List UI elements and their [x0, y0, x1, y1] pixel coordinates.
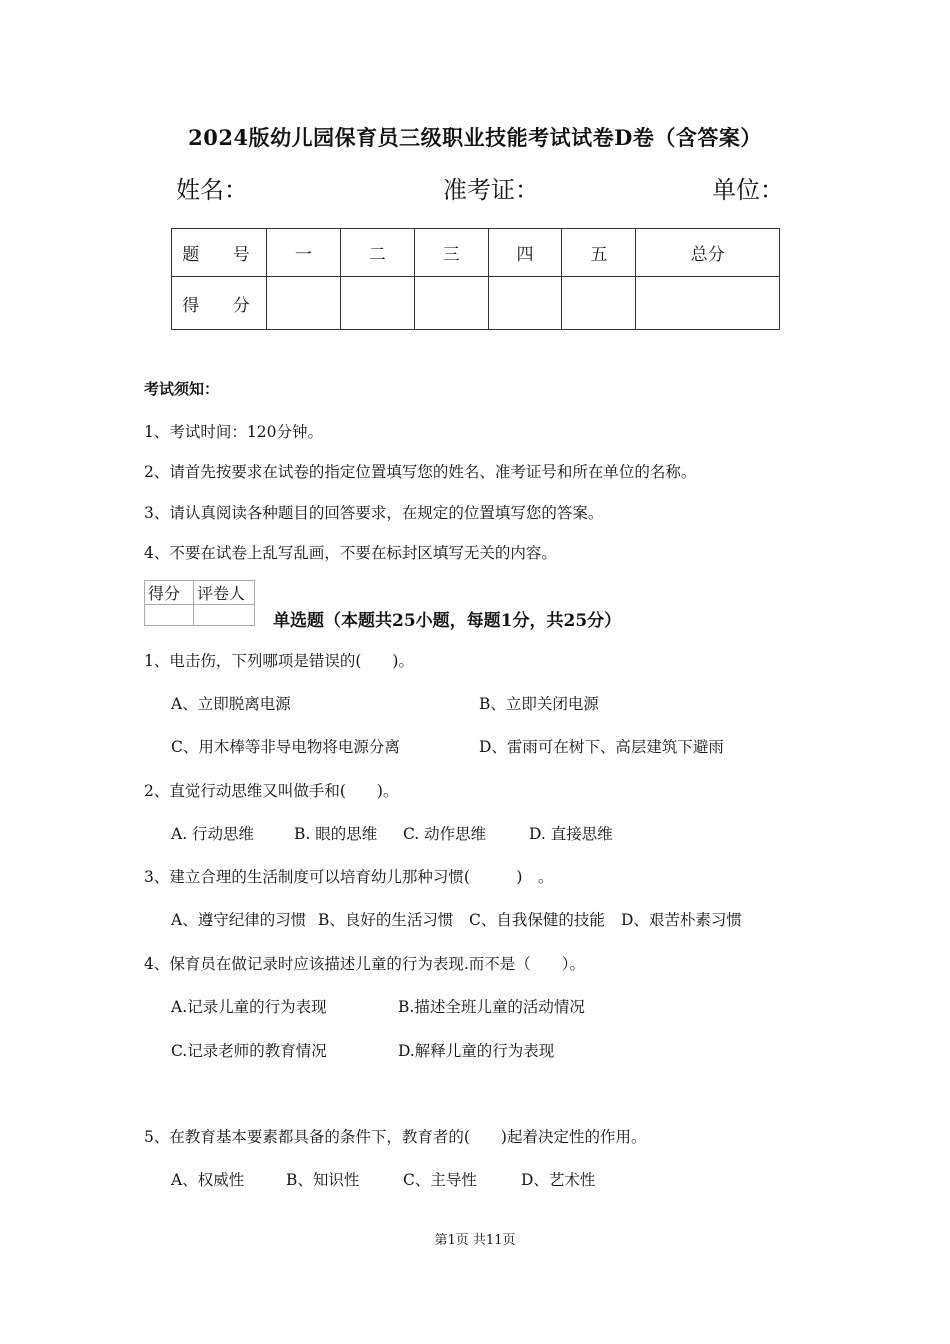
option-c[interactable]: C、用木棒等非导电物将电源分离: [171, 738, 400, 756]
score-table-score-row: [172, 277, 780, 330]
question-stem: 4、保育员在做记录时应该描述儿童的行为表现.而不是（ ）。: [144, 955, 586, 973]
option-a[interactable]: A、立即脱离电源: [171, 695, 291, 713]
total-header: 总分: [636, 229, 780, 277]
question-stem: 2、直觉行动思维又叫做手和( )。: [144, 782, 399, 800]
option-d[interactable]: D、艰苦朴素习惯: [621, 911, 742, 929]
section-4-score-cell[interactable]: [488, 277, 562, 330]
option-a[interactable]: A. 行动思维: [171, 825, 255, 843]
notice-item: 1、考试时间：120分钟。: [144, 423, 323, 441]
score-label: 得 分: [172, 277, 267, 330]
notice-item: 2、请首先按要求在试卷的指定位置填写您的姓名、准考证号和所在单位的名称。: [144, 463, 697, 481]
notice-item: 4、不要在试卷上乱写乱画，不要在标封区填写无关的内容。: [144, 544, 557, 562]
section-5-header: 五: [562, 229, 636, 277]
option-b[interactable]: B.描述全班儿童的活动情况: [398, 998, 585, 1016]
section-title: 单选题（本题共25小题，每题1分，共25分）: [273, 611, 622, 631]
grader-box: [144, 580, 255, 626]
question-stem: 5、在教育基本要素都具备的条件下，教育者的( )起着决定性的作用。: [144, 1128, 647, 1146]
grader-score-label: 得分: [145, 581, 194, 605]
notice-title: 考试须知：: [144, 380, 220, 398]
grader-score-cell[interactable]: [145, 605, 194, 626]
option-b[interactable]: B、知识性: [286, 1171, 360, 1189]
option-b[interactable]: B、立即关闭电源: [479, 695, 599, 713]
option-c[interactable]: C.记录老师的教育情况: [171, 1042, 327, 1060]
grader-reviewer-label: 评卷人: [194, 581, 255, 605]
page-footer: 第1页 共11页: [434, 1233, 516, 1248]
option-d[interactable]: D. 直接思维: [529, 825, 613, 843]
notice-item: 3、请认真阅读各种题目的回答要求，在规定的位置填写您的答案。: [144, 504, 604, 522]
option-a[interactable]: A.记录儿童的行为表现: [171, 998, 327, 1016]
section-1-header: 一: [267, 229, 341, 277]
option-b[interactable]: B. 眼的思维: [294, 825, 378, 843]
question-stem: 3、建立合理的生活制度可以培育幼儿那种习惯( ) 。: [144, 868, 554, 886]
option-d[interactable]: D.解释儿童的行为表现: [398, 1042, 555, 1060]
grader-reviewer-cell[interactable]: [194, 605, 255, 626]
option-b[interactable]: B、良好的生活习惯: [318, 911, 454, 929]
option-a[interactable]: A、遵守纪律的习惯: [171, 911, 307, 929]
section-2-header: 二: [340, 229, 414, 277]
section-5-score-cell[interactable]: [562, 277, 636, 330]
option-c[interactable]: C、自我保健的技能: [469, 911, 605, 929]
section-4-header: 四: [488, 229, 562, 277]
option-a[interactable]: A、权威性: [171, 1171, 245, 1189]
exam-title: 2024版幼儿园保育员三级职业技能考试试卷D卷（含答案）: [188, 125, 762, 150]
unit-label: 单位：: [712, 176, 784, 204]
option-c[interactable]: C、主导性: [403, 1171, 477, 1189]
option-c[interactable]: C. 动作思维: [403, 825, 487, 843]
ticket-number-label: 准考证：: [443, 176, 539, 204]
section-2-score-cell[interactable]: [340, 277, 414, 330]
score-table-header-row: [172, 229, 780, 277]
score-table: [171, 228, 780, 330]
section-3-header: 三: [414, 229, 488, 277]
name-label: 姓名：: [176, 176, 248, 204]
section-1-score-cell[interactable]: [267, 277, 341, 330]
option-d[interactable]: D、雷雨可在树下、高层建筑下避雨: [479, 738, 724, 756]
question-stem: 1、电击伤，下列哪项是错误的( )。: [144, 652, 414, 670]
total-score-cell[interactable]: [636, 277, 780, 330]
question-number-label: 题 号: [172, 229, 267, 277]
option-d[interactable]: D、艺术性: [521, 1171, 596, 1189]
section-3-score-cell[interactable]: [414, 277, 488, 330]
